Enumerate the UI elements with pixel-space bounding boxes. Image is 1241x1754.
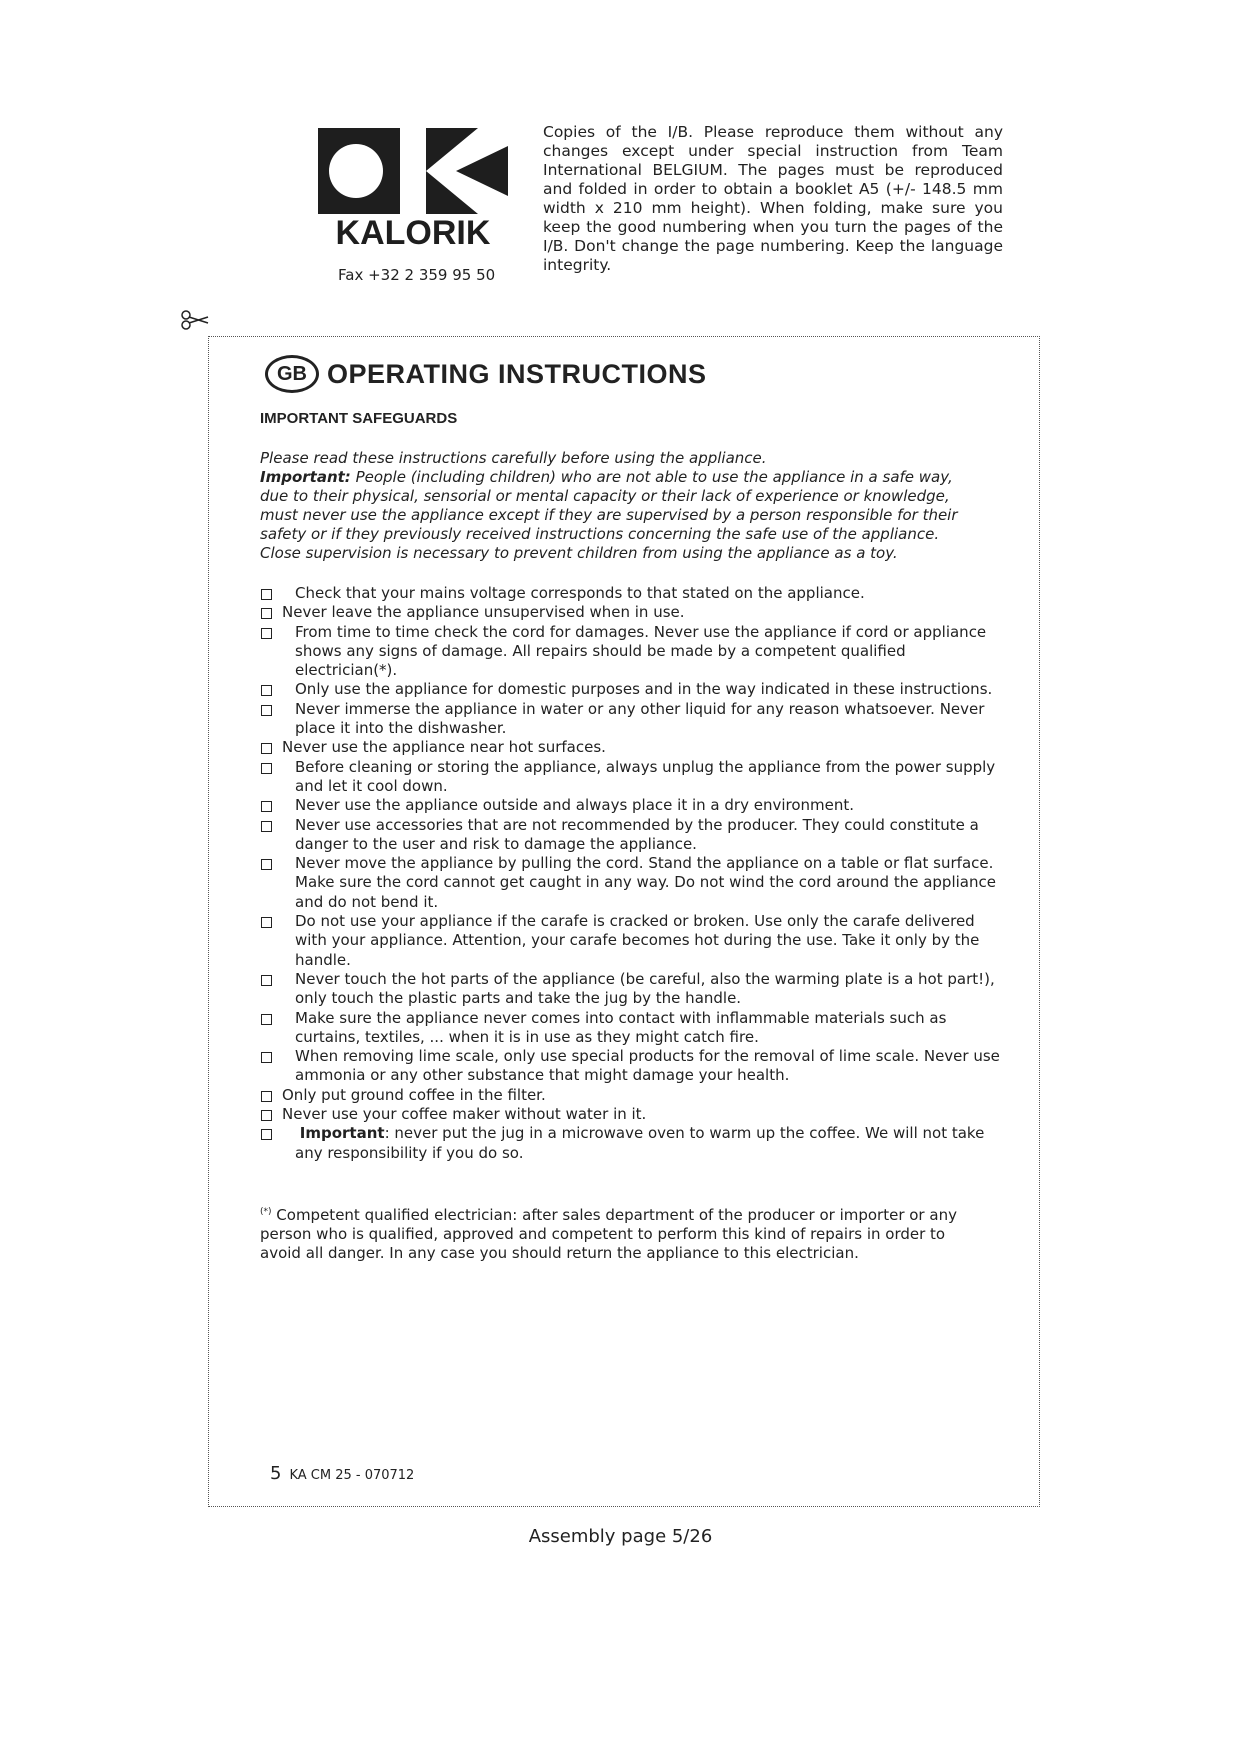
list-item: From time to time check the cord for damages. Never use the appliance if cord or appliance shows any signs of damage. All repairs should be made by a competent qualified electrician(*). <box>260 623 1000 681</box>
footnote <box>260 1203 980 1263</box>
list-item: Never touch the hot parts of the appliance (be careful, also the warming plate is a hot part!), only touch the plastic parts and take the jug by the handle. <box>260 970 1000 1009</box>
checkbox-bullet-icon <box>261 1014 272 1025</box>
svg-text:KALORIK: KALORIK <box>335 214 491 248</box>
scissors-icon <box>180 308 210 332</box>
fax-number: Fax +32 2 359 95 50 <box>338 266 496 284</box>
list-item: When removing lime scale, only use special products for the removal of lime scale. Never use ammonia or any other substance that might damage your health. <box>260 1047 1000 1086</box>
list-item: Never use the appliance outside and always place it in a dry environment. <box>260 796 1000 815</box>
checkbox-bullet-icon <box>261 1110 272 1121</box>
checkbox-bullet-icon <box>261 859 272 870</box>
checkbox-bullet-icon <box>261 1129 272 1140</box>
checkbox-bullet-icon <box>261 589 272 600</box>
safeguards-list <box>260 584 1000 1163</box>
list-item: Never immerse the appliance in water or any other liquid for any reason whatsoever. Never place it into the dishwasher. <box>260 700 1000 739</box>
checkbox-bullet-icon <box>261 743 272 754</box>
intro-important <box>260 468 980 563</box>
assembly-page-label: Assembly page 5/26 <box>528 1526 713 1547</box>
list-item: Only use the appliance for domestic purposes and in the way indicated in these instructions. <box>260 680 1000 699</box>
kalorik-logo-mark <box>318 128 508 248</box>
list-item: Important: never put the jug in a microwave oven to warm up the coffee. We will not take any responsibility if you do so. <box>260 1124 1000 1163</box>
page-footer <box>270 1463 414 1484</box>
checkbox-bullet-icon <box>261 821 272 832</box>
checkbox-bullet-icon <box>261 608 272 619</box>
page-number: 5 <box>270 1463 282 1484</box>
checkbox-bullet-icon <box>261 763 272 774</box>
checkbox-bullet-icon <box>261 1091 272 1102</box>
list-item: Never use your coffee maker without water in it. <box>260 1105 1000 1124</box>
intro-important-text: People (including children) who are not able to use the appliance in a safe way, due to their physical, sensorial or mental capacity or their lack of experience or knowledge, must never use the appliance except if they are supervised by a person responsible for their safety or if they previously received instructions concerning the safe use of the appliance. Close supervision is necessary to prevent children from using the appliance as a toy. <box>260 468 958 562</box>
section-title <box>265 355 707 393</box>
list-item: Check that your mains voltage corresponds to that stated on the appliance. <box>260 584 1000 603</box>
list-item: Never move the appliance by pulling the cord. Stand the appliance on a table or flat surface. Make sure the cord cannot get caught in any way. Do not wind the cord around the appliance and do not bend it. <box>260 854 1000 912</box>
language-badge: GB <box>265 355 319 393</box>
list-item: Before cleaning or storing the appliance, always unplug the appliance from the power supply and let it cool down. <box>260 758 1000 797</box>
list-item: Never use the appliance near hot surfaces. <box>260 738 1000 757</box>
model-code: KA CM 25 - 070712 <box>289 1468 415 1483</box>
footnote-text: Competent qualified electrician: after sales department of the producer or importer or any person who is qualified, approved and competent to perform this kind of repairs in order to avoid all danger. In any case you should return the appliance to this electrician. <box>260 1206 957 1262</box>
checkbox-bullet-icon <box>261 1052 272 1063</box>
list-item: Only put ground coffee in the filter. <box>260 1086 1000 1105</box>
important-lead: Important <box>299 1124 385 1143</box>
list-item: Do not use your appliance if the carafe is cracked or broken. Use only the carafe delivered with your appliance. Attention, your carafe becomes hot during the use. Take it only by the handle. <box>260 912 1000 970</box>
page-title: OPERATING INSTRUCTIONS <box>327 358 707 389</box>
checkbox-bullet-icon <box>261 801 272 812</box>
checkbox-bullet-icon <box>261 975 272 986</box>
footnote-mark: (*) <box>260 1207 272 1217</box>
list-item: Never leave the appliance unsupervised when in use. <box>260 603 1000 622</box>
reproduction-note: Copies of the I/B. Please reproduce them without any changes except under special instruction from Team International BELGIUM. The pages must be reproduced and folded in order to obtain a booklet A5 (+/- 148.5 mm width x 210 mm height). When folding, make sure you keep the good numbering when you turn the pages of the I/B. Don't change the page numbering. Keep the language integrity. <box>543 123 1003 274</box>
checkbox-bullet-icon <box>261 685 272 696</box>
kalorik-logo <box>318 128 508 248</box>
intro-first-line: Please read these instructions carefully before using the appliance. <box>260 449 767 467</box>
checkbox-bullet-icon <box>261 628 272 639</box>
list-item: Never use accessories that are not recommended by the producer. They could constitute a danger to the user and risk to damage the appliance. <box>260 816 1000 855</box>
list-item: Make sure the appliance never comes into contact with inflammable materials such as curtains, textiles, ... when it is in use as they might catch fire. <box>260 1009 1000 1048</box>
intro-paragraph <box>260 449 980 563</box>
checkbox-bullet-icon <box>261 705 272 716</box>
intro-important-lead: Important: <box>260 468 351 486</box>
safeguards-heading: IMPORTANT SAFEGUARDS <box>260 410 458 427</box>
checkbox-bullet-icon <box>261 917 272 928</box>
